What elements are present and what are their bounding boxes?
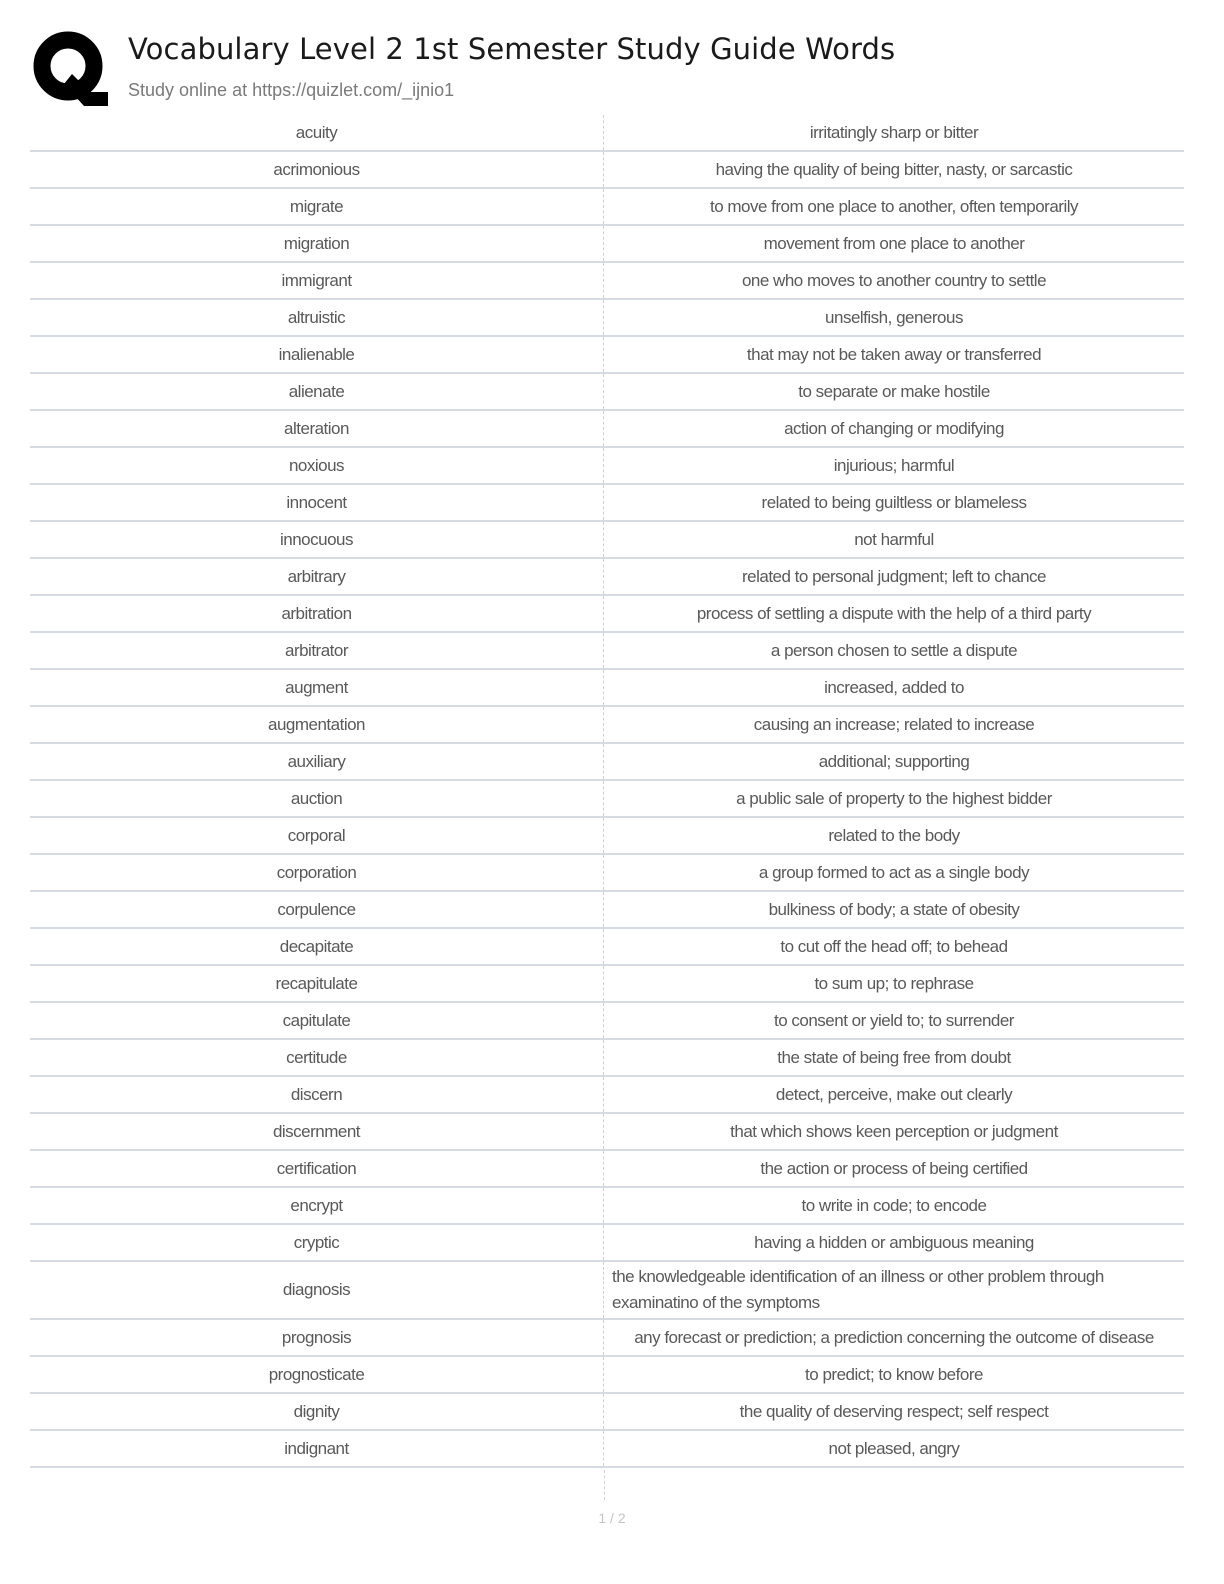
table-row (30, 781, 1184, 818)
table-row (30, 1225, 1184, 1262)
quizlet-logo-icon (32, 30, 108, 106)
definition-cell: unselfish, generous (825, 307, 963, 327)
study-online-link[interactable]: Study online at https://quizlet.com/_ijnio1 (128, 80, 455, 100)
term-cell: diagnosis (30, 1262, 604, 1318)
table-row (30, 485, 1184, 522)
term-cell: encrypt (30, 1188, 604, 1223)
table-row (30, 152, 1184, 189)
table-row (30, 1114, 1184, 1151)
table-row (30, 892, 1184, 929)
page-title: Vocabulary Level 2 1st Semester Study Guide Words (128, 32, 896, 66)
definition-cell: that may not be taken away or transferred (746, 344, 1042, 364)
definition-cell: process of settling a dispute with the help of a third party (696, 603, 1092, 623)
definition-cell: the action or process of being certified (760, 1158, 1028, 1178)
term-cell: corporation (30, 855, 604, 890)
table-row (30, 263, 1184, 300)
term-cell: capitulate (30, 1003, 604, 1038)
definition-cell: injurious; harmful (833, 455, 955, 475)
term-cell: arbitrator (30, 633, 604, 668)
column-divider-tail (604, 1470, 605, 1500)
term-cell: noxious (30, 448, 604, 483)
table-row (30, 929, 1184, 966)
definition-cell: a group formed to act as a single body (758, 862, 1030, 882)
table-row (30, 522, 1184, 559)
table-row (30, 1357, 1184, 1394)
definition-cell: having a hidden or ambiguous meaning (754, 1232, 1034, 1252)
term-cell: corpulence (30, 892, 604, 927)
definition-cell: to write in code; to encode (801, 1195, 987, 1215)
term-cell: alienate (30, 374, 604, 409)
table-row (30, 1151, 1184, 1188)
table-row (30, 374, 1184, 411)
table-row (30, 115, 1184, 152)
term-cell: indignant (30, 1431, 604, 1466)
term-cell: decapitate (30, 929, 604, 964)
term-cell: prognosis (30, 1320, 604, 1355)
definition-cell: any forecast or prediction; a prediction concerning the outcome of disease (634, 1327, 1154, 1347)
table-row (30, 670, 1184, 707)
table-row (30, 1262, 1184, 1320)
definition-cell: to sum up; to rephrase (814, 973, 974, 993)
term-cell: certification (30, 1151, 604, 1186)
page-header (32, 28, 1192, 112)
table-row (30, 411, 1184, 448)
table-row (30, 1003, 1184, 1040)
table-row (30, 966, 1184, 1003)
table-row (30, 1040, 1184, 1077)
definition-cell: the knowledgeable identification of an illness or other problem through examinatino of the symptoms (612, 1267, 1104, 1312)
definition-cell: not harmful (854, 529, 934, 549)
table-row (30, 818, 1184, 855)
definition-cell: the state of being free from doubt (777, 1047, 1011, 1067)
term-cell: arbitrary (30, 559, 604, 594)
table-row (30, 189, 1184, 226)
definition-cell: increased, added to (824, 677, 964, 697)
term-cell: dignity (30, 1394, 604, 1429)
term-cell: arbitration (30, 596, 604, 631)
term-cell: immigrant (30, 263, 604, 298)
definition-cell: movement from one place to another (763, 233, 1025, 253)
definition-cell: additional; supporting (818, 751, 970, 771)
term-cell: augment (30, 670, 604, 705)
term-cell: migrate (30, 189, 604, 224)
term-cell: acuity (30, 115, 604, 150)
definition-cell: to move from one place to another, often temporarily (709, 196, 1079, 216)
table-row (30, 226, 1184, 263)
table-row (30, 596, 1184, 633)
definition-cell: related to being guiltless or blameless (761, 492, 1027, 512)
term-cell: inalienable (30, 337, 604, 372)
definition-cell: causing an increase; related to increase (753, 714, 1035, 734)
definition-cell: related to the body (828, 825, 960, 845)
table-row (30, 1431, 1184, 1468)
term-cell: acrimonious (30, 152, 604, 187)
term-cell: innocuous (30, 522, 604, 557)
term-cell: innocent (30, 485, 604, 520)
definition-cell: to consent or yield to; to surrender (774, 1010, 1014, 1030)
term-cell: altruistic (30, 300, 604, 335)
table-row (30, 448, 1184, 485)
vocabulary-table (30, 115, 1184, 1468)
definition-cell: to predict; to know before (805, 1364, 983, 1384)
table-row (30, 1394, 1184, 1431)
table-row (30, 855, 1184, 892)
definition-cell: one who moves to another country to settle (741, 270, 1047, 290)
term-cell: auction (30, 781, 604, 816)
term-cell: alteration (30, 411, 604, 446)
definition-cell: action of changing or modifying (784, 418, 1004, 438)
definition-cell: irritatingly sharp or bitter (809, 122, 979, 142)
term-cell: recapitulate (30, 966, 604, 1001)
table-row (30, 1188, 1184, 1225)
definition-cell: related to personal judgment; left to chance (741, 566, 1047, 586)
definition-cell: to cut off the head off; to behead (780, 936, 1008, 956)
definition-cell: a public sale of property to the highest bidder (736, 788, 1052, 808)
term-cell: augmentation (30, 707, 604, 742)
definition-cell: bulkiness of body; a state of obesity (768, 899, 1020, 919)
table-row (30, 744, 1184, 781)
table-row (30, 1077, 1184, 1114)
term-cell: discernment (30, 1114, 604, 1149)
table-row (30, 1320, 1184, 1357)
table-row (30, 559, 1184, 596)
definition-cell: that which shows keen perception or judgment (730, 1121, 1058, 1141)
term-cell: corporal (30, 818, 604, 853)
definition-cell: to separate or make hostile (798, 381, 990, 401)
term-cell: certitude (30, 1040, 604, 1075)
table-row (30, 300, 1184, 337)
term-cell: cryptic (30, 1225, 604, 1260)
definition-cell: not pleased, angry (828, 1438, 960, 1458)
definition-cell: detect, perceive, make out clearly (775, 1084, 1013, 1104)
table-row (30, 707, 1184, 744)
term-cell: prognosticate (30, 1357, 604, 1392)
term-cell: migration (30, 226, 604, 261)
definition-cell: the quality of deserving respect; self respect (739, 1401, 1049, 1421)
definition-cell: a person chosen to settle a dispute (770, 640, 1018, 660)
table-row (30, 633, 1184, 670)
term-cell: auxiliary (30, 744, 604, 779)
definition-cell: having the quality of being bitter, nasty, or sarcastic (715, 159, 1073, 179)
term-cell: discern (30, 1077, 604, 1112)
table-row (30, 337, 1184, 374)
page-number: 1 / 2 (598, 1510, 626, 1526)
